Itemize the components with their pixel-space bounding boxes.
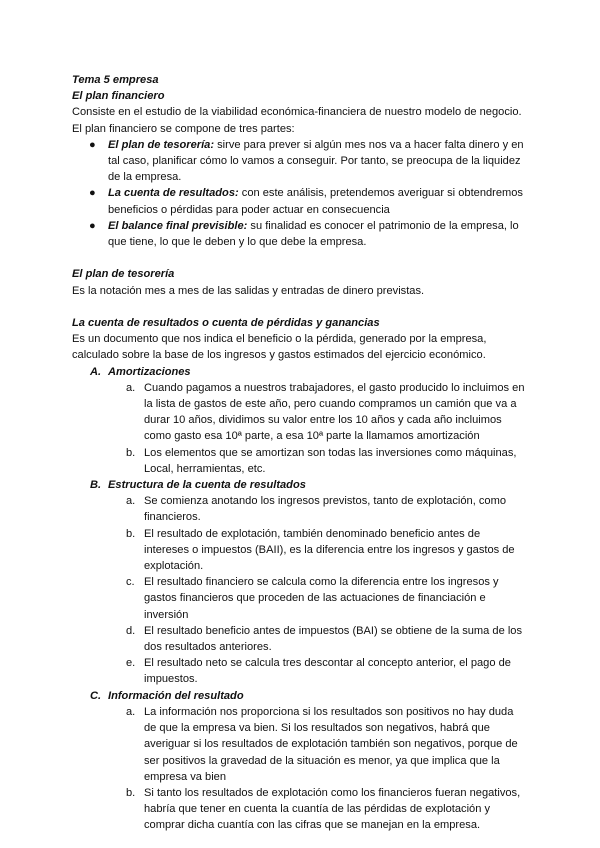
list-item — [72, 526, 528, 575]
informacion-list — [72, 704, 528, 834]
section-heading-estructura — [72, 477, 528, 493]
section-marker: A. — [90, 365, 102, 378]
item-text: El resultado financiero se calcula como la diferencia entre los ingresos y gastos financieros que proceden de las actuaciones de financiación e inversión — [144, 576, 499, 621]
bullet-icon: ● — [89, 187, 96, 200]
item-marker: b. — [126, 446, 136, 459]
bullet-icon: ● — [89, 219, 96, 232]
spacer — [72, 250, 528, 266]
bullet-term: La cuenta de resultados: — [108, 187, 239, 200]
list-item — [72, 493, 528, 525]
section-marker: B. — [90, 479, 102, 492]
list-item — [72, 704, 528, 785]
bullet-item — [72, 218, 528, 250]
list-item — [72, 655, 528, 687]
bullet-item — [72, 137, 528, 186]
item-marker: b. — [126, 786, 136, 799]
item-marker: c. — [126, 576, 135, 589]
bullet-text: sirve para prever si algún mes nos va a hacer falta dinero y en tal caso, planificar cómo lo vamos a conseguir. Por tanto, se preocupa de la liquidez de la empresa. — [108, 138, 524, 184]
list-item — [72, 785, 528, 834]
bullet-term: El balance final previsible: — [108, 219, 248, 232]
heading-plan-financiero: El plan financiero — [72, 90, 165, 103]
list-item — [72, 380, 528, 445]
document-title: Tema 5 empresa — [72, 74, 159, 86]
document-page — [72, 72, 528, 834]
section-title: Amortizaciones — [108, 365, 191, 378]
section-heading-amortizaciones — [72, 364, 528, 380]
section-title: Información del resultado — [108, 689, 244, 702]
item-marker: e. — [126, 657, 136, 670]
heading-cuenta-resultados: La cuenta de resultados o cuenta de pérdidas y ganancias — [72, 317, 380, 330]
item-text: El resultado de explotación, también denominado beneficio antes de intereses o impuestos (BAII), es la diferencia entre los ingresos y gastos de explotación. — [144, 527, 515, 573]
section-heading-informacion — [72, 688, 528, 704]
item-text: Cuando pagamos a nuestros trabajadores, el gasto producido lo incluimos en la lista de gastos de este año, pero cuando compramos un camión que va a durar 10 años, dividimos su valor entre los 10 años y cada año incluimos como gasto esa 10ª parte, a esa 10ª parte la llamamos amortización — [144, 381, 525, 443]
list-item — [72, 445, 528, 477]
bullet-term: El plan de tesorería: — [108, 138, 215, 151]
cuenta-resultados-intro: Es un documento que nos indica el beneficio o la pérdida, generado por la empresa, calculado sobre la base de los ingresos y gastos estimados del ejercicio económico. — [72, 333, 487, 362]
item-marker: a. — [126, 705, 136, 718]
item-marker: d. — [126, 624, 136, 637]
item-marker: b. — [126, 527, 136, 540]
list-item — [72, 574, 528, 623]
bullet-item — [72, 185, 528, 217]
item-text: Los elementos que se amortizan son todas las inversiones como máquinas, Local, herramientas, etc. — [144, 446, 517, 475]
heading-plan-tesoreria: El plan de tesorería — [72, 268, 175, 281]
amortizaciones-list — [72, 380, 528, 477]
item-text: El resultado beneficio antes de impuestos (BAI) se obtiene de la suma de los dos resultados anteriores. — [144, 624, 523, 654]
item-text: El resultado neto se calcula tres descontar al concepto anterior, el pago de impuestos. — [144, 657, 511, 686]
section-title: Estructura de la cuenta de resultados — [108, 479, 306, 492]
item-text: Se comienza anotando los ingresos previstos, tanto de explotación, como financieros. — [144, 495, 506, 524]
list-item — [72, 623, 528, 655]
plan-tesoreria-text: Es la notación mes a mes de las salidas y entradas de dinero previstas. — [72, 284, 425, 297]
estructura-list — [72, 493, 528, 687]
item-text: La información nos proporciona si los resultados son positivos no hay duda de que la empresa va bien. Si los resultados son negativos, habrá que averiguar si los resultados de explotación también son negativos, porque de ser positivos la gravedad de la situación es menor, ya que implica que la empresa va bien — [144, 705, 518, 783]
spacer — [72, 299, 528, 315]
section-marker: C. — [90, 689, 102, 702]
plan-financiero-intro: Consiste en el estudio de la viabilidad económica-financiera de nuestro modelo de negocio. El plan financiero se compone de tres partes: — [72, 106, 522, 135]
item-marker: a. — [126, 381, 136, 394]
item-text: Si tanto los resultados de explotación como los financieros fueran negativos, habría que tener en cuenta la cuantía de las pérdidas de explotación y comprar dicha cuantía con las cifras que se manejan en la empresa. — [144, 786, 521, 832]
bullet-text: con este análisis, pretendemos averiguar si obtendremos beneficios o pérdidas para poder actuar en consecuencia — [108, 187, 523, 216]
bullet-icon: ● — [89, 138, 96, 151]
plan-financiero-bullet-list — [72, 137, 528, 250]
item-marker: a. — [126, 495, 136, 508]
bullet-text: su finalidad es conocer el patrimonio de la empresa, lo que tiene, lo que le deben y lo que debe la empresa. — [108, 219, 519, 249]
